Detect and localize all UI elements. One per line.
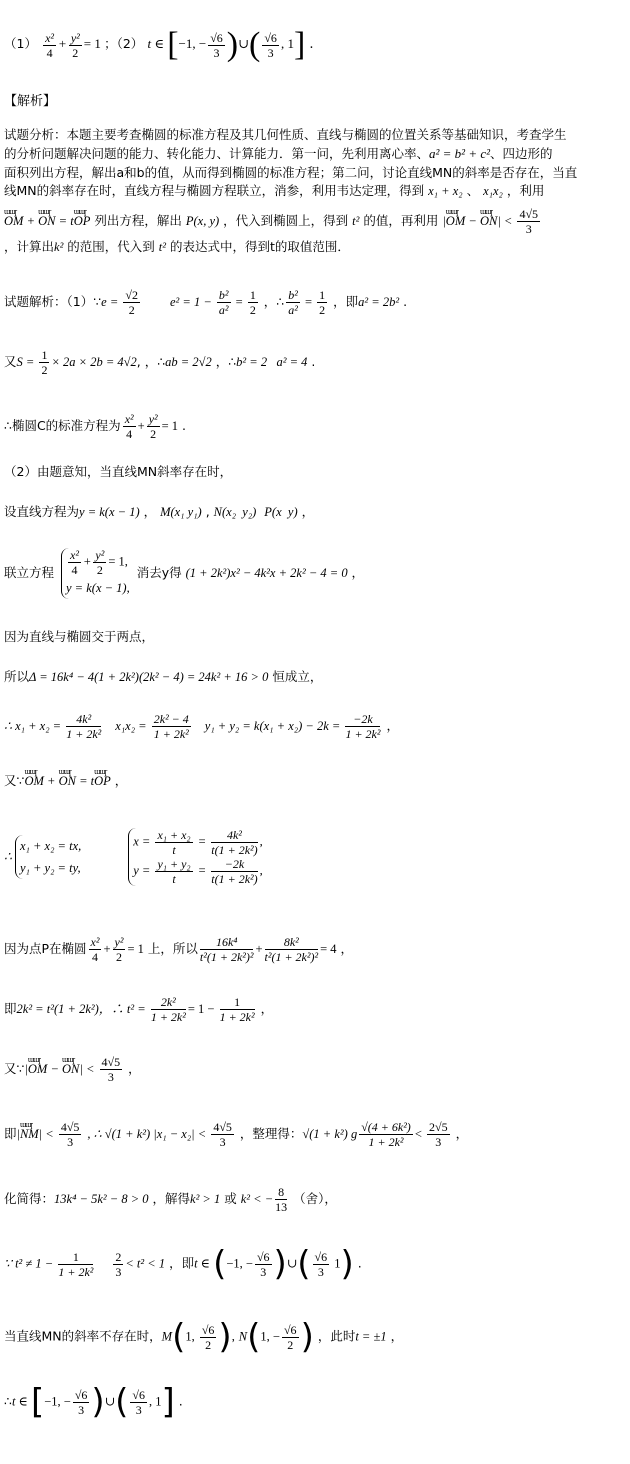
analysis-line-5: ɯɯɼ OM + ɯɯɼ ON = tɯɯɼ OP 列出方程，解出 P(x, y) ，代入到椭圆上，得到 t² 的值，再利用 |ɯɯɼ OM − ɯɯɼ ON| < $\frac{4√5}{3}$ xyxy=(4,207,542,236)
solution-line-11: ∴ x₁ + x₂ = tx, y₁ + y₂ = ty, x = $\frac{\text{x₁ + x₂}}{t}$ = $\frac{\text{4k²}}{\text{t(1 + 2k²)}}$ , y = $\frac{\text{y₁ + y₂}}{t}$ = $\frac{-2k}{\text{t(1 + 2k²)}}$ , xyxy=(4,828,263,886)
solution-line-3: ∴椭圆C的标准方程为 $\frac{\text{x²}}{4}$ + $\frac{\text{y²}}{2}$ = 1 . xyxy=(4,412,187,441)
solution-line-4: （2）由题意知，当直线MN斜率存在时， xyxy=(4,464,233,479)
analysis-line-6: ，计算出k² 的范围，代入到 t² 的表达式中，得到t的取值范围． xyxy=(4,239,350,254)
solution-line-5: 设直线方程为y = k(x − 1) ， M(x₁ y₁) , N(x₂ y₂) P(x y) ， xyxy=(4,504,315,519)
solution-line-2: 又S = $\frac{1}{2}$ × 2a × 2b = 4√2, ，∴ab = 2√2 ，∴b² = 2 a² = 4 . xyxy=(4,348,316,377)
solution-line-13: 即2k² = t²(1 + 2k²)，∴ t² = $\frac{\text{2k²}}{\text{1 + 2k²}}$ = 1 − $\frac{1}{\text{1 + 2k²}}$ ， xyxy=(4,995,274,1024)
analysis-line-4: 线MN的斜率存在时，直线方程与椭圆方程联立，消参，利用韦达定理，得到 x₁ + x₂ 、 x₁x₂ ，利用 xyxy=(4,183,545,198)
answer-sep: ；（2） xyxy=(104,35,144,51)
t-range: t ∈ [−1, − $\frac{√6}{3}$ )∪( $\frac{√6}{3}$ , 1] xyxy=(147,26,306,63)
analysis-line-3: 面积列出方程，解出a和b的值，从而得到椭圆的标准方程；第二问，讨论直线MN的斜率是否存在，当直 xyxy=(4,165,578,180)
solution-line-19: ∴t ∈ [−1, − $\frac{√6}{3}$ )∪( $\frac{√6}{3}$ , 1] . xyxy=(4,1382,183,1422)
solution-line-9: ∴ x₁ + x₂ = $\frac{\text{4k²}}{\text{1 + 2k²}}$ x₁x₂ = $\frac{\text{2k² − 4}}{\text{1 + 2k²}}$ y₁ + y₂ = k(x₁ + x₂) − 2k = $\frac{-2k}{\text{1 + 2k²}}$ ， xyxy=(4,712,399,741)
solution-line-14: 又∵|ɯɯɼ OM − ɯɯɼ ON| < $\frac{4√5}{3}$ ， xyxy=(4,1055,141,1084)
solution-line-17: ∵ t² ≠ 1 − $\frac{1}{\text{1 + 2k²}}$ $\frac{2}{3}$ < t² < 1 ，即t ∈ (−1, − $\frac{√6}{3}$ )∪( $\frac{√6}{3}$ 1) . xyxy=(4,1244,362,1284)
solution-line-12: 因为点P在椭圆 $\frac{\text{x²}}{4}$ + $\frac{\text{y²}}{2}$ = 1 上，所以 $\frac{\text{16k⁴}}{\text{t²(1 + 2k²)²}}$ + $\frac{\text{8k²}}{\text{t²(1 + 2k²)²}}$ = 4 ， xyxy=(4,935,353,964)
solution-line-6: 联立方程 $\frac{\text{x²}}{4}$ + $\frac{\text{y²}}{2}$ = 1, y = k(x − 1), 消去y得 (1 + 2k²)x² − 4k²x + 2k² − 4 = 0 ， xyxy=(4,548,364,599)
ellipse-equation: $\frac{\text{x²}}{4}$ + $\frac{\text{y²}}{2}$ = 1 xyxy=(45,30,101,60)
solution-line-7: 因为直线与椭圆交于两点， xyxy=(4,629,155,644)
solution-line-15: 即|ɯɯɼ NM| < $\frac{4√5}{3}$ , ∴ √(1 + k²) |x₁ − x₂| < $\frac{4√5}{3}$ ，整理得：√(1 + k²) g $\frac{\text{√(4 + 6k²)}}{\text{1 + 2k²}}$ < $\frac{2√5}{3}$ ， xyxy=(4,1120,468,1149)
section-title: 【解析】 xyxy=(4,94,57,109)
solution-line-18: 当直线MN的斜率不存在时，M(1, $\frac{√6}{2}$ ), N(1, − $\frac{√6}{2}$ ) ，此时t = ±1 ， xyxy=(4,1317,404,1357)
analysis-line-2: 的分析问题解决问题的能力、转化能力、计算能力．第一问，先利用离心率、a² = b² + c²、四边形的 xyxy=(4,146,553,161)
system-of-equations: $\frac{\text{x²}}{4}$ + $\frac{\text{y²}}{2}$ = 1, y = k(x − 1), xyxy=(61,548,130,599)
answer-part1-label: （1） xyxy=(4,35,37,51)
solution-line-10: 又∵ɯɯɼ OM + ɯɯɼ ON = tɯɯɼ OP ， xyxy=(4,772,127,790)
analysis-line-1: 试题分析：本题主要考查椭圆的标准方程及其几何性质、直线与椭圆的位置关系等基础知识，考查学生 xyxy=(4,127,567,142)
solution-line-16: 化简得：13k⁴ − 5k² − 8 > 0 ，解得k² > 1 或 k² < − $\frac{8}{13}$ （舍）， xyxy=(4,1185,337,1214)
solution-line-1: 试题解析：（1）∵e = $\frac{√2}{2}$ e² = 1 − $\frac{\text{b²}}{\text{a²}}$ = $\frac{1}{2}$ ，∴ $\frac{\text{b²}}{\text{a²}}$ = $\frac{1}{2}$ ，即a² = 2b² . xyxy=(4,288,408,317)
answer-line: （1） $\frac{\text{x²}}{4}$ + $\frac{\text{y²}}{2}$ = 1 ；（2） t ∈ [−1, − $\frac{√6}{3}$ )∪( $\frac{√6}{3}$ , 1] . xyxy=(4,26,314,63)
solution-line-8: 所以Δ = 16k⁴ − 4(1 + 2k²)(2k² − 4) = 24k² + 16 > 0 恒成立， xyxy=(4,669,323,684)
